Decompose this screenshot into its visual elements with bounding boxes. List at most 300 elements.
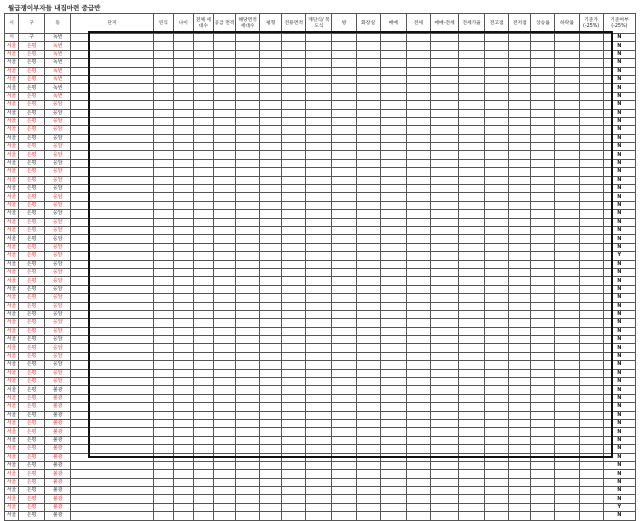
obscured-cell: [579, 503, 603, 511]
dong-cell: 응암: [45, 327, 71, 335]
obscured-cell: [406, 394, 430, 402]
obscured-cell: [213, 336, 235, 344]
obscured-cell: [213, 487, 235, 495]
obscured-cell: [71, 294, 153, 302]
obscured-cell: [332, 487, 356, 495]
obscured-cell: [236, 268, 260, 276]
obscured-cell: [282, 168, 306, 176]
dong-cell: 불광: [45, 478, 71, 486]
obscured-cell: [153, 285, 173, 293]
obscured-cell: [71, 59, 153, 67]
obscured-cell: [356, 378, 380, 386]
obscured-cell: [509, 243, 531, 251]
district-cell: 은평: [19, 185, 45, 193]
obscured-cell: [213, 310, 235, 318]
obscured-cell: [485, 151, 509, 159]
obscured-cell: [485, 428, 509, 436]
obscured-cell: [380, 503, 406, 511]
obscured-cell: [430, 310, 458, 318]
obscured-cell: [282, 59, 306, 67]
city-cell: 서울: [5, 134, 19, 142]
obscured-cell: [579, 126, 603, 134]
obscured-cell: [531, 176, 555, 184]
table-row: [5, 327, 636, 335]
obscured-cell: [260, 369, 282, 377]
city-cell: 서울: [5, 193, 19, 201]
obscured-cell: [153, 436, 173, 444]
obscured-cell: [173, 352, 193, 360]
obscured-cell: [509, 193, 531, 201]
obscured-cell: [306, 235, 332, 243]
obscured-cell: [173, 403, 193, 411]
obscured-cell: [306, 369, 332, 377]
obscured-cell: [531, 84, 555, 92]
criteria-flag-cell: N: [603, 226, 635, 234]
obscured-cell: [579, 394, 603, 402]
obscured-cell: [306, 84, 332, 92]
dong-cell: 녹번: [45, 50, 71, 58]
obscured-cell: [356, 50, 380, 58]
obscured-cell: [555, 176, 579, 184]
obscured-cell: [71, 394, 153, 402]
city-cell: 서울: [5, 42, 19, 50]
obscured-cell: [531, 310, 555, 318]
obscured-cell: [430, 336, 458, 344]
obscured-cell: [193, 403, 213, 411]
criteria-flag-cell: N: [603, 369, 635, 377]
district-cell: 은평: [19, 268, 45, 276]
obscured-cell: [485, 268, 509, 276]
obscured-cell: [380, 512, 406, 520]
dong-cell: 녹번: [45, 84, 71, 92]
obscured-cell: [306, 143, 332, 151]
obscured-cell: [213, 252, 235, 260]
obscured-cell: [509, 277, 531, 285]
obscured-cell: [306, 59, 332, 67]
obscured-cell: [153, 294, 173, 302]
obscured-cell: [531, 436, 555, 444]
obscured-cell: [459, 445, 485, 453]
obscured-cell: [531, 59, 555, 67]
obscured-cell: [332, 117, 356, 125]
obscured-cell: [282, 151, 306, 159]
city-cell: 서울: [5, 445, 19, 453]
obscured-cell: [332, 50, 356, 58]
criteria-flag-cell: N: [603, 143, 635, 151]
obscured-cell: [71, 319, 153, 327]
obscured-cell: [459, 394, 485, 402]
obscured-cell: [579, 201, 603, 209]
city-cell: 서울: [5, 109, 19, 117]
criteria-flag-cell: N: [603, 50, 635, 58]
obscured-cell: [213, 470, 235, 478]
obscured-cell: [380, 470, 406, 478]
obscured-cell: [430, 210, 458, 218]
obscured-cell: [579, 59, 603, 67]
obscured-cell: [555, 419, 579, 427]
criteria-flag-cell: N: [603, 168, 635, 176]
district-cell: 은평: [19, 285, 45, 293]
obscured-cell: [459, 235, 485, 243]
obscured-cell: [306, 478, 332, 486]
obscured-cell: [459, 243, 485, 251]
obscured-cell: [459, 185, 485, 193]
obscured-cell: [555, 226, 579, 234]
obscured-cell: [380, 126, 406, 134]
obscured-cell: [406, 336, 430, 344]
obscured-cell: [193, 361, 213, 369]
obscured-cell: [193, 327, 213, 335]
obscured-cell: [356, 75, 380, 83]
obscured-cell: [282, 277, 306, 285]
table-row: [5, 394, 636, 402]
obscured-cell: [430, 92, 458, 100]
criteria-flag-cell: N: [603, 268, 635, 276]
obscured-cell: [173, 310, 193, 318]
obscured-cell: [459, 470, 485, 478]
district-cell: 은평: [19, 369, 45, 377]
obscured-cell: [153, 369, 173, 377]
district-cell: 은평: [19, 134, 45, 142]
criteria-flag-cell: N: [603, 478, 635, 486]
obscured-cell: [380, 117, 406, 125]
obscured-cell: [406, 453, 430, 461]
table-row: [5, 478, 636, 486]
table-row: [5, 369, 636, 377]
table-row: [5, 252, 636, 260]
obscured-cell: [260, 512, 282, 520]
obscured-cell: [509, 319, 531, 327]
city-cell: 서울: [5, 226, 19, 234]
obscured-cell: [356, 428, 380, 436]
obscured-cell: [332, 185, 356, 193]
obscured-cell: [213, 101, 235, 109]
obscured-cell: [485, 310, 509, 318]
obscured-cell: [531, 260, 555, 268]
city-cell: 서울: [5, 352, 19, 360]
criteria-flag-cell: N: [603, 201, 635, 209]
obscured-cell: [193, 352, 213, 360]
obscured-cell: [153, 117, 173, 125]
obscured-cell: [579, 218, 603, 226]
district-cell: 은평: [19, 210, 45, 218]
obscured-cell: [579, 361, 603, 369]
obscured-cell: [173, 428, 193, 436]
obscured-cell: [485, 218, 509, 226]
obscured-cell: [71, 159, 153, 167]
dong-cell: 응암: [45, 260, 71, 268]
obscured-cell: [555, 134, 579, 142]
obscured-cell: [306, 411, 332, 419]
obscured-cell: [173, 419, 193, 427]
obscured-cell: [579, 428, 603, 436]
obscured-cell: [459, 193, 485, 201]
obscured-cell: [459, 302, 485, 310]
obscured-cell: [406, 495, 430, 503]
criteria-flag-cell: N: [603, 84, 635, 92]
obscured-cell: [356, 310, 380, 318]
obscured-cell: [356, 436, 380, 444]
obscured-cell: [282, 185, 306, 193]
dong-cell: 응암: [45, 352, 71, 360]
obscured-cell: [71, 218, 153, 226]
obscured-cell: [485, 445, 509, 453]
obscured-cell: [193, 319, 213, 327]
obscured-cell: [282, 478, 306, 486]
table-row: [5, 260, 636, 268]
dong-cell: 불광: [45, 445, 71, 453]
obscured-cell: [380, 42, 406, 50]
obscured-cell: [193, 84, 213, 92]
obscured-cell: [509, 503, 531, 511]
dong-cell: 응암: [45, 117, 71, 125]
city-cell: 서울: [5, 453, 19, 461]
obscured-cell: [356, 411, 380, 419]
obscured-cell: [555, 84, 579, 92]
district-cell: 은평: [19, 512, 45, 520]
table-row: [5, 344, 636, 352]
obscured-cell: [579, 143, 603, 151]
obscured-cell: [236, 50, 260, 58]
obscured-cell: [213, 478, 235, 486]
obscured-cell: [173, 67, 193, 75]
obscured-cell: [356, 268, 380, 276]
dong-cell: 불광: [45, 453, 71, 461]
obscured-cell: [236, 369, 260, 377]
criteria-flag-cell: N: [603, 151, 635, 159]
obscured-cell: [531, 151, 555, 159]
obscured-cell: [282, 344, 306, 352]
obscured-cell: [260, 84, 282, 92]
obscured-cell: [213, 344, 235, 352]
obscured-cell: [509, 226, 531, 234]
obscured-cell: [509, 478, 531, 486]
obscured-cell: [173, 226, 193, 234]
district-cell: 은평: [19, 252, 45, 260]
district-cell: 은평: [19, 75, 45, 83]
table-row: [5, 470, 636, 478]
obscured-cell: [485, 168, 509, 176]
obscured-cell: [213, 159, 235, 167]
obscured-cell: [531, 369, 555, 377]
obscured-cell: [260, 503, 282, 511]
obscured-cell: [236, 92, 260, 100]
obscured-cell: [579, 403, 603, 411]
column-header: 방: [332, 14, 356, 34]
column-header: 해당면적 세대수: [236, 14, 260, 34]
table-row: [5, 411, 636, 419]
obscured-cell: [236, 403, 260, 411]
obscured-cell: [193, 268, 213, 276]
obscured-cell: [332, 67, 356, 75]
obscured-cell: [579, 419, 603, 427]
criteria-flag-cell: N: [603, 134, 635, 142]
obscured-cell: [380, 143, 406, 151]
obscured-cell: [579, 310, 603, 318]
obscured-cell: [213, 134, 235, 142]
district-cell: 은평: [19, 42, 45, 50]
obscured-cell: [173, 487, 193, 495]
column-header: 화장실: [356, 14, 380, 34]
obscured-cell: [485, 117, 509, 125]
obscured-cell: [282, 193, 306, 201]
obscured-cell: [380, 378, 406, 386]
criteria-flag-cell: N: [603, 159, 635, 167]
obscured-cell: [579, 92, 603, 100]
obscured-cell: [306, 226, 332, 234]
obscured-cell: [380, 226, 406, 234]
table-row: [5, 75, 636, 83]
obscured-cell: [459, 285, 485, 293]
obscured-cell: [430, 428, 458, 436]
obscured-cell: [173, 277, 193, 285]
city-cell: 서울: [5, 84, 19, 92]
city-cell: 서울: [5, 487, 19, 495]
obscured-cell: [213, 92, 235, 100]
obscured-cell: [306, 176, 332, 184]
obscured-cell: [555, 478, 579, 486]
obscured-cell: [406, 34, 430, 42]
obscured-cell: [71, 34, 153, 42]
obscured-cell: [193, 369, 213, 377]
district-cell: 은평: [19, 193, 45, 201]
obscured-cell: [555, 403, 579, 411]
obscured-cell: [356, 92, 380, 100]
obscured-cell: [406, 470, 430, 478]
obscured-cell: [531, 352, 555, 360]
obscured-cell: [193, 109, 213, 117]
obscured-cell: [406, 327, 430, 335]
obscured-cell: [193, 226, 213, 234]
obscured-cell: [380, 101, 406, 109]
obscured-cell: [282, 394, 306, 402]
obscured-cell: [380, 84, 406, 92]
obscured-cell: [531, 327, 555, 335]
obscured-cell: [71, 436, 153, 444]
district-cell: 은평: [19, 260, 45, 268]
obscured-cell: [306, 361, 332, 369]
obscured-cell: [306, 168, 332, 176]
obscured-cell: [430, 226, 458, 234]
obscured-cell: [406, 226, 430, 234]
obscured-cell: [236, 67, 260, 75]
obscured-cell: [485, 495, 509, 503]
dong-cell: 불광: [45, 419, 71, 427]
obscured-cell: [459, 134, 485, 142]
obscured-cell: [459, 436, 485, 444]
obscured-cell: [236, 378, 260, 386]
table-row: [5, 218, 636, 226]
obscured-cell: [430, 252, 458, 260]
city-cell: 서울: [5, 159, 19, 167]
obscured-cell: [332, 201, 356, 209]
criteria-flag-cell: N: [603, 75, 635, 83]
dong-cell: 불광: [45, 386, 71, 394]
obscured-cell: [193, 411, 213, 419]
obscured-cell: [430, 235, 458, 243]
criteria-flag-cell: N: [603, 243, 635, 251]
table-row: [5, 277, 636, 285]
obscured-cell: [236, 42, 260, 50]
dong-cell: 녹번: [45, 67, 71, 75]
obscured-cell: [153, 67, 173, 75]
obscured-cell: [213, 210, 235, 218]
obscured-cell: [579, 344, 603, 352]
obscured-cell: [213, 59, 235, 67]
obscured-cell: [260, 436, 282, 444]
obscured-cell: [193, 285, 213, 293]
obscured-cell: [193, 92, 213, 100]
obscured-cell: [153, 361, 173, 369]
obscured-cell: [236, 193, 260, 201]
obscured-cell: [332, 512, 356, 520]
obscured-cell: [430, 117, 458, 125]
obscured-cell: [485, 411, 509, 419]
obscured-cell: [332, 243, 356, 251]
obscured-cell: [282, 327, 306, 335]
obscured-cell: [306, 134, 332, 142]
obscured-cell: [430, 369, 458, 377]
table-row: [5, 92, 636, 100]
obscured-cell: [356, 243, 380, 251]
obscured-cell: [173, 512, 193, 520]
obscured-cell: [459, 67, 485, 75]
obscured-cell: [282, 101, 306, 109]
obscured-cell: [356, 344, 380, 352]
city-cell: 서울: [5, 378, 19, 386]
dong-cell: 불광: [45, 495, 71, 503]
obscured-cell: [282, 75, 306, 83]
obscured-cell: [509, 185, 531, 193]
obscured-cell: [306, 193, 332, 201]
obscured-cell: [380, 403, 406, 411]
city-cell: 서울: [5, 495, 19, 503]
obscured-cell: [282, 109, 306, 117]
dong-cell: 응암: [45, 361, 71, 369]
obscured-cell: [213, 436, 235, 444]
obscured-cell: [71, 310, 153, 318]
table-row: [5, 453, 636, 461]
obscured-cell: [430, 453, 458, 461]
obscured-cell: [282, 453, 306, 461]
district-cell: 은평: [19, 143, 45, 151]
obscured-cell: [430, 495, 458, 503]
obscured-cell: [430, 285, 458, 293]
table-row: [5, 294, 636, 302]
obscured-cell: [332, 252, 356, 260]
obscured-cell: [193, 252, 213, 260]
obscured-cell: [579, 436, 603, 444]
table-row: [5, 193, 636, 201]
obscured-cell: [356, 252, 380, 260]
obscured-cell: [459, 226, 485, 234]
obscured-cell: [380, 151, 406, 159]
obscured-cell: [213, 109, 235, 117]
city-cell: 서울: [5, 386, 19, 394]
obscured-cell: [485, 294, 509, 302]
obscured-cell: [282, 361, 306, 369]
obscured-cell: [430, 411, 458, 419]
criteria-flag-cell: N: [603, 117, 635, 125]
obscured-cell: [71, 42, 153, 50]
obscured-cell: [213, 495, 235, 503]
obscured-cell: [509, 50, 531, 58]
obscured-cell: [332, 235, 356, 243]
obscured-cell: [509, 285, 531, 293]
obscured-cell: [193, 34, 213, 42]
obscured-cell: [531, 277, 555, 285]
obscured-cell: [579, 277, 603, 285]
